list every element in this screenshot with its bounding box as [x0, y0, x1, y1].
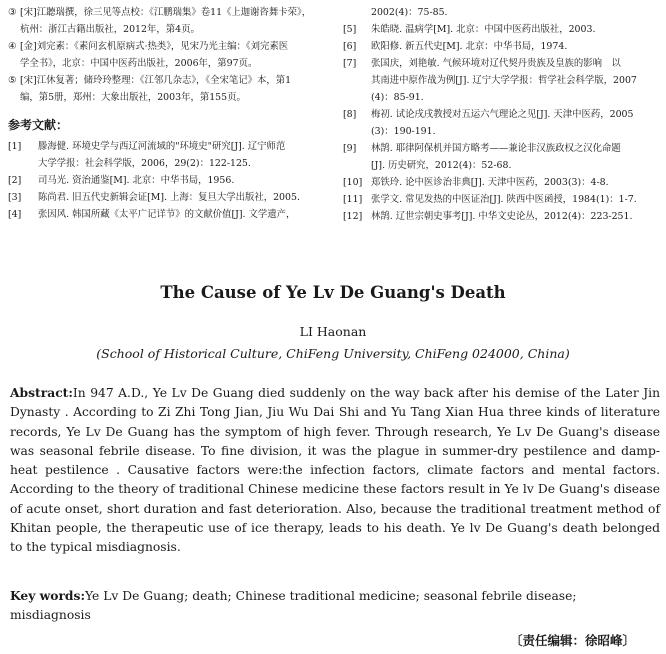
footnote-line: 学全书》，北京：中国中医药出版社，2006年，第97页。: [20, 58, 258, 69]
reference-item: [8, 138, 331, 172]
reference-item: [343, 38, 661, 55]
reference-item-line: 张因风. 韩国所藏《太平广记详节》的文献价值[J]. 文学遗产，: [38, 209, 296, 220]
reference-item-number: [7]: [343, 58, 357, 69]
reference-item: [343, 4, 661, 21]
footnote-number: ③: [8, 7, 17, 18]
reference-item-number: [5]: [343, 24, 357, 35]
left-column: [8, 4, 331, 223]
top-columns: [0, 4, 666, 262]
reference-item-line: 梅初. 试论戌戌教授对五运六气理论之见[J]. 天津中医药，2005: [371, 109, 634, 120]
reference-item: [8, 189, 331, 206]
reference-item-number: [4]: [8, 209, 22, 220]
reference-item-line: (4)：85-91.: [371, 92, 424, 103]
reference-item-line: 朱皓晓. 温病学[M]. 北京：中国中医药出版社，2003.: [371, 24, 596, 35]
abstract: [10, 383, 660, 558]
reference-item-line: 2002(4)：75-85.: [371, 7, 448, 18]
footnote-line: [宋]江聽瑞撰，徐三见等点校：《江鹏瑞集》卷11《上迦谢咨舞卡荣》，: [20, 7, 312, 18]
footnote: [8, 72, 331, 106]
reference-item: [343, 174, 661, 191]
reference-item-number: [1]: [8, 141, 22, 152]
reference-item-number: [10]: [343, 177, 363, 188]
reference-item-line: 林鹄. 辽世宗朝史事考[J]. 中华文史论丛，2012(4)：223-251.: [371, 211, 633, 222]
footnote-number: ④: [8, 41, 17, 52]
reference-item-number: [11]: [343, 194, 363, 205]
reference-item-line: 张国庆，刘艳敏. 气候环境对辽代契丹贵族及皇族的影响 以: [371, 58, 621, 69]
reference-item-line: 欧阳修. 新五代史[M]. 北京：中华书局，1974.: [371, 41, 568, 52]
responsible-editor: 〔责任编辑：徐昭峰〕: [510, 633, 636, 648]
footnote-line: [金]刘完素：《素问玄机原病式·热类》，见宋乃光主编：《刘完素医: [20, 41, 289, 52]
reference-item: [343, 106, 661, 140]
author-name: LI Haonan: [299, 324, 367, 339]
reference-item-line: 陈尚君. 旧五代史新辑会证[M]. 上海：复旦大学出版社，2005.: [38, 192, 300, 203]
reference-item-line: 其南进中原作战为例[J]. 辽宁大学学报：哲学社会科学版，2007: [371, 75, 637, 86]
reference-item-line: 大学学报：社会科学版，2006，29(2)：122-125.: [38, 158, 251, 169]
reference-item-line: 张学文. 常见发热的中医证治[J]. 陕西中医函授，1984(1)：1-7.: [371, 194, 637, 205]
footnote-line: 杭州：浙江古籍出版社，2012年，第4页。: [20, 24, 200, 35]
author-affiliation: (School of Historical Culture, ChiFeng University, ChiFeng 024000, China): [96, 346, 570, 361]
keywords-label: Key words:: [10, 588, 85, 603]
reference-item: [8, 206, 331, 223]
reference-item-line: [J]. 历史研究，2012(4)：52-68.: [371, 160, 512, 171]
reference-item-line: 司马光. 资治通鉴[M]. 北京：中华书局，1956.: [38, 175, 235, 186]
reference-item-line: 郑铁玲. 论中医诊治非典[J]. 天津中医药，2003(3)：4-8.: [371, 177, 609, 188]
reference-item-number: [3]: [8, 192, 22, 203]
footnote: [8, 4, 331, 38]
footnote-line: 编，第5册，郑州：大象出版社，2003年，第155页。: [20, 92, 246, 103]
footnote-number: ⑤: [8, 75, 17, 86]
article-title: The Cause of Ye Lv De Guang's Death: [160, 283, 506, 302]
reference-item-number: [12]: [343, 211, 363, 222]
reference-item-line: 滕海健. 环境史学与西辽河流域的"环境史"研究[J]. 辽宁师范: [38, 141, 286, 152]
footnote: [8, 38, 331, 72]
reference-item: [343, 208, 661, 225]
reference-item-number: [6]: [343, 41, 357, 52]
keywords-text: Ye Lv De Guang; death; Chinese traditional medicine; seasonal febrile disease; misdiagnosis: [10, 589, 577, 622]
reference-item: [343, 140, 661, 174]
footnote-line: [宋]江休复著；储玲玲整理：《江邻几杂志》，《全宋笔记》本，第1: [20, 75, 292, 86]
right-column: [343, 4, 661, 225]
references-heading: 参考文献：: [8, 118, 69, 132]
reference-item-number: [9]: [343, 143, 357, 154]
reference-item: [343, 55, 661, 106]
abstract-text: In 947 A.D., Ye Lv De Guang died suddenly on the way back after his demise of the Later Jin Dynasty . According to Zi Zhi Tong Jian, Jiu Wu Dai Shi and Yu Tang Xian Hua three kinds of literature records, Ye Lv De Guang has the symptom of high fever. Through research, Ye Lv De Guang's disease was seasonal febrile disease. To fine division, it was the plague in summer-dry pestilence and damp-heat pestilence . Causative factors were:the infection factors, climate factors and mental factors. According to the theory of traditional Chinese medicine these factors result in Ye lv De Guang's disease of acute onset, short duration and fast deterioration. Also, because the traditional treatment method of Khitan people, the therapeutic use of ice therapy, leads to his death. Ye lv De Guang's death belonged to the typical misdiagnosis.: [10, 386, 660, 555]
reference-item-line: (3)：190-191.: [371, 126, 436, 137]
reference-item: [343, 191, 661, 208]
reference-item: [343, 21, 661, 38]
abstract-label: Abstract:: [10, 385, 73, 400]
reference-item: [8, 172, 331, 189]
keywords: [10, 586, 660, 625]
reference-item-line: 林鹄. 耶律阿保机并国方略考——兼论非汉族政权之汉化命题: [371, 143, 621, 154]
reference-item-number: [8]: [343, 109, 357, 120]
reference-item-number: [2]: [8, 175, 22, 186]
